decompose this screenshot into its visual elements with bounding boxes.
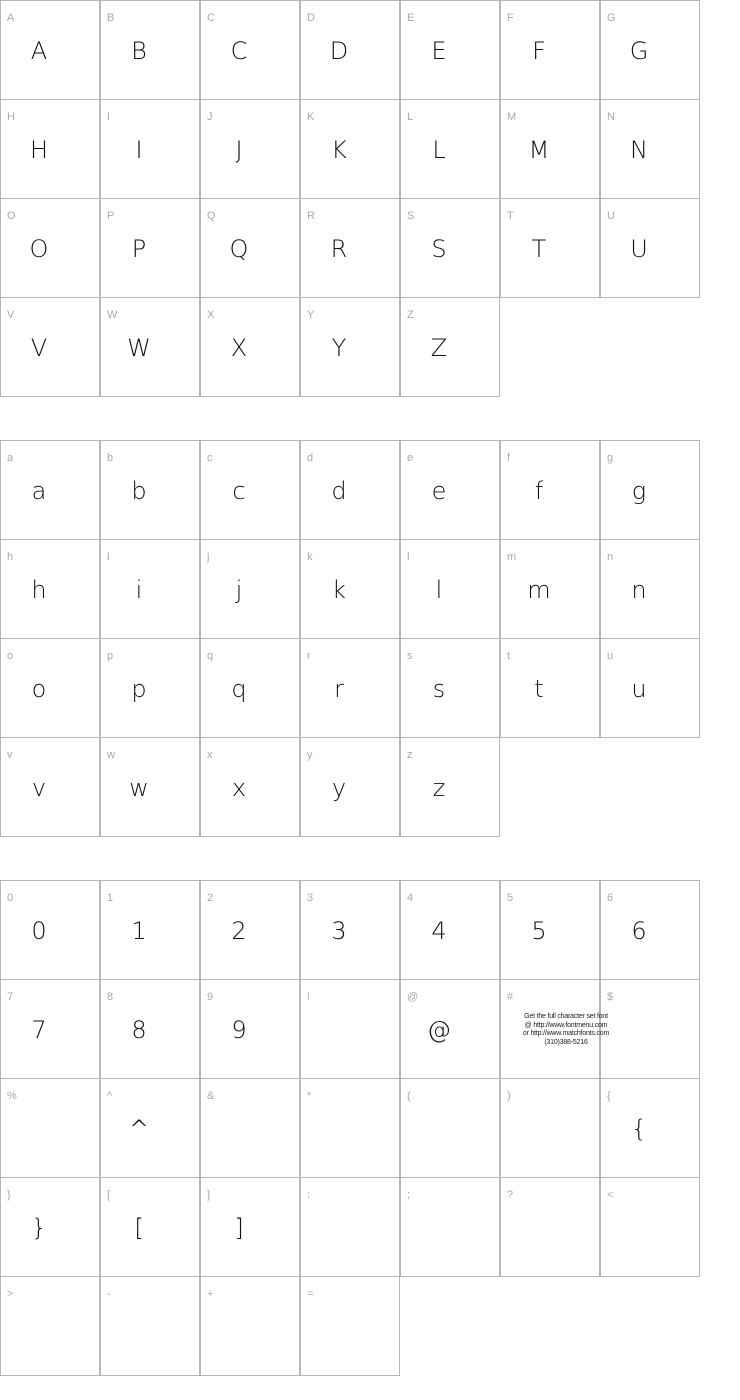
glyph-sample: [ <box>134 1214 144 1242</box>
glyph-cell <box>300 1276 400 1376</box>
character-label: % <box>7 1090 17 1102</box>
glyph-cell <box>500 880 600 980</box>
character-label: B <box>107 12 115 24</box>
glyph-cell <box>200 198 300 298</box>
glyph-cell <box>0 880 100 980</box>
character-label: Z <box>407 309 414 321</box>
character-label: 8 <box>107 991 114 1003</box>
glyph-cell <box>600 198 700 298</box>
glyph-cell <box>300 1177 400 1277</box>
character-label: w <box>107 749 115 761</box>
character-label: h <box>7 551 14 563</box>
character-label: H <box>7 111 15 123</box>
character-label: c <box>207 452 213 464</box>
glyph-sample: g <box>631 477 647 505</box>
glyph-cell <box>300 198 400 298</box>
character-label: W <box>107 309 118 321</box>
character-label: x <box>207 749 213 761</box>
glyph-sample: 7 <box>31 1016 47 1044</box>
glyph-sample: k <box>332 576 346 604</box>
glyph-cell <box>600 440 700 540</box>
glyph-cell <box>300 297 400 397</box>
glyph-cell <box>200 737 300 837</box>
glyph-cell <box>600 99 700 199</box>
glyph-sample: M <box>528 136 550 164</box>
glyph-sample: c <box>232 477 246 505</box>
glyph-cell <box>500 638 600 738</box>
character-label: r <box>307 650 311 662</box>
promo-line: @ http://www.fontmenu.com <box>524 1021 608 1029</box>
glyph-cell <box>100 1177 200 1277</box>
glyph-cell <box>300 1078 400 1178</box>
glyph-sample: C <box>230 37 248 65</box>
glyph-cell <box>600 1078 700 1178</box>
glyph-cell <box>500 440 600 540</box>
character-label: ( <box>407 1090 411 1102</box>
glyph-cell <box>0 1078 100 1178</box>
character-label: ; <box>407 1189 411 1201</box>
glyph-sample: j <box>235 576 243 604</box>
character-label: U <box>607 210 615 222</box>
glyph-cell <box>400 638 500 738</box>
glyph-cell <box>400 99 500 199</box>
character-label: G <box>607 12 616 24</box>
glyph-cell <box>0 737 100 837</box>
glyph-sample: A <box>30 37 48 65</box>
glyph-cell <box>500 1078 600 1178</box>
glyph-sample: 1 <box>131 917 147 945</box>
character-label: S <box>407 210 415 222</box>
glyph-cell <box>100 99 200 199</box>
glyph-sample: Y <box>331 334 347 362</box>
glyph-cell <box>0 539 100 639</box>
character-label: # <box>507 991 514 1003</box>
character-label: @ <box>407 991 419 1003</box>
glyph-sample: n <box>631 576 647 604</box>
glyph-sample: v <box>31 774 47 802</box>
glyph-cell <box>400 539 500 639</box>
glyph-sample: K <box>331 136 347 164</box>
glyph-sample: h <box>31 576 47 604</box>
glyph-cell <box>200 440 300 540</box>
character-label: - <box>107 1288 111 1300</box>
character-label: } <box>7 1189 11 1201</box>
character-label: [ <box>107 1189 111 1201</box>
glyph-sample: { <box>631 1115 647 1143</box>
glyph-cell <box>100 297 200 397</box>
character-label: I <box>107 111 111 123</box>
glyph-cell <box>300 440 400 540</box>
character-label: k <box>307 551 313 563</box>
character-label: = <box>307 1288 314 1300</box>
glyph-sample: B <box>131 37 147 65</box>
character-label: 4 <box>407 892 414 904</box>
glyph-cell <box>500 979 610 1079</box>
glyph-cell <box>200 297 300 397</box>
character-label: t <box>507 650 511 662</box>
character-label: e <box>407 452 414 464</box>
character-label: 2 <box>207 892 214 904</box>
glyph-sample: r <box>334 675 344 703</box>
glyph-cell <box>300 880 400 980</box>
glyph-sample: U <box>630 235 648 263</box>
glyph-cell <box>200 1078 300 1178</box>
glyph-sample: P <box>131 235 147 263</box>
glyph-sample: T <box>531 235 547 263</box>
glyph-sample: 0 <box>31 917 47 945</box>
glyph-cell <box>200 1177 300 1277</box>
character-label: j <box>207 551 210 563</box>
glyph-cell <box>500 1177 600 1277</box>
uppercase-section <box>0 0 700 396</box>
glyph-sample: z <box>432 774 446 802</box>
glyph-sample: I <box>135 136 143 164</box>
glyph-cell <box>400 880 500 980</box>
glyph-sample: N <box>630 136 648 164</box>
glyph-cell <box>200 880 300 980</box>
glyph-cell <box>0 979 100 1079</box>
glyph-sample: S <box>431 235 447 263</box>
character-label: 6 <box>607 892 614 904</box>
glyph-cell <box>300 99 400 199</box>
glyph-sample: Z <box>430 334 448 362</box>
glyph-sample: @ <box>427 1016 451 1044</box>
lowercase-section <box>0 440 700 836</box>
glyph-sample: d <box>331 477 347 505</box>
character-label: L <box>407 111 414 123</box>
glyph-sample: b <box>131 477 147 505</box>
glyph-sample: 5 <box>531 917 547 945</box>
character-label: ^ <box>107 1090 113 1102</box>
character-label: d <box>307 452 314 464</box>
character-label: ] <box>207 1189 211 1201</box>
glyph-cell <box>100 880 200 980</box>
character-label: : <box>307 1189 311 1201</box>
glyph-cell <box>500 198 600 298</box>
glyph-cell <box>300 0 400 100</box>
uppercase-grid <box>0 0 700 396</box>
character-label: q <box>207 650 214 662</box>
character-label: R <box>307 210 315 222</box>
character-label: M <box>507 111 517 123</box>
glyph-sample: s <box>432 675 446 703</box>
glyph-sample: R <box>330 235 348 263</box>
promo-line: Get the full character set font <box>524 1013 608 1020</box>
glyph-cell <box>400 1078 500 1178</box>
glyph-cell <box>0 297 100 397</box>
glyph-sample: 9 <box>231 1016 247 1044</box>
character-label: u <box>607 650 614 662</box>
character-label: F <box>507 12 514 24</box>
character-label: > <box>7 1288 14 1300</box>
glyph-sample: e <box>431 477 447 505</box>
glyph-cell <box>600 1177 700 1277</box>
glyph-cell <box>100 0 200 100</box>
character-label: V <box>7 309 15 321</box>
character-label: P <box>107 210 115 222</box>
glyph-sample: q <box>231 675 247 703</box>
glyph-cell <box>300 638 400 738</box>
character-label: z <box>407 749 413 761</box>
character-label: A <box>7 12 15 24</box>
character-label: T <box>507 210 514 222</box>
glyph-cell <box>500 539 600 639</box>
glyph-cell <box>100 1078 200 1178</box>
glyph-cell <box>400 297 500 397</box>
glyph-cell <box>500 0 600 100</box>
character-label: 0 <box>7 892 14 904</box>
glyph-cell <box>0 0 100 100</box>
glyph-sample: w <box>129 774 149 802</box>
symbols-grid <box>0 880 700 1375</box>
character-label: g <box>607 452 614 464</box>
glyph-cell <box>200 0 300 100</box>
glyph-sample: W <box>127 334 151 362</box>
glyph-cell <box>400 0 500 100</box>
glyph-sample: m <box>527 576 551 604</box>
glyph-cell <box>300 979 400 1079</box>
glyph-sample: ] <box>234 1214 244 1242</box>
character-label: C <box>207 12 215 24</box>
character-label: v <box>7 749 13 761</box>
glyph-cell <box>400 979 500 1079</box>
glyph-cell <box>200 1276 300 1376</box>
glyph-cell <box>0 440 100 540</box>
character-label: 5 <box>507 892 514 904</box>
glyph-cell <box>100 979 200 1079</box>
glyph-cell <box>100 198 200 298</box>
character-label: O <box>7 210 16 222</box>
glyph-cell <box>200 539 300 639</box>
character-label: l <box>407 551 410 563</box>
character-label: m <box>507 551 517 563</box>
character-label: y <box>307 749 313 761</box>
glyph-sample: V <box>30 334 48 362</box>
glyph-cell <box>0 1276 100 1376</box>
glyph-sample: i <box>135 576 143 604</box>
glyph-cell <box>300 539 400 639</box>
character-label: 3 <box>307 892 314 904</box>
character-label: f <box>507 452 511 464</box>
character-label: a <box>7 452 14 464</box>
character-label: E <box>407 12 415 24</box>
glyph-cell <box>0 198 100 298</box>
glyph-sample: 6 <box>631 917 647 945</box>
character-label: < <box>607 1189 614 1201</box>
character-label: i <box>107 551 110 563</box>
glyph-cell <box>200 638 300 738</box>
glyph-sample: 8 <box>131 1016 147 1044</box>
promo-line: or http://www.matchfonts.com <box>522 1030 610 1038</box>
glyph-cell <box>100 539 200 639</box>
character-label: 9 <box>207 991 214 1003</box>
character-label: o <box>7 650 14 662</box>
character-label: & <box>207 1090 215 1102</box>
symbols-section <box>0 880 700 1375</box>
lowercase-grid <box>0 440 700 836</box>
glyph-cell <box>500 99 600 199</box>
glyph-cell <box>400 198 500 298</box>
character-label: N <box>607 111 615 123</box>
character-label: ) <box>507 1090 511 1102</box>
character-label: Y <box>307 309 315 321</box>
glyph-cell <box>400 1177 500 1277</box>
character-label: n <box>607 551 614 563</box>
glyph-sample: o <box>31 675 47 703</box>
glyph-sample: L <box>432 136 446 164</box>
character-label: D <box>307 12 315 24</box>
glyph-sample: 2 <box>231 917 247 945</box>
character-label: K <box>307 111 315 123</box>
character-label: 7 <box>7 991 14 1003</box>
glyph-cell <box>0 1177 100 1277</box>
glyph-cell <box>600 880 700 980</box>
glyph-sample: D <box>329 37 349 65</box>
glyph-cell <box>600 638 700 738</box>
promo-line: (310)388-5216 <box>544 1038 588 1046</box>
glyph-sample: E <box>431 37 447 65</box>
character-label: ! <box>307 991 311 1003</box>
character-label: $ <box>607 991 614 1003</box>
glyph-sample: t <box>534 675 544 703</box>
glyph-sample: J <box>235 136 243 164</box>
character-label: ? <box>507 1189 514 1201</box>
glyph-cell <box>100 440 200 540</box>
glyph-cell <box>100 638 200 738</box>
glyph-sample: Q <box>229 235 249 263</box>
glyph-sample: 3 <box>331 917 347 945</box>
glyph-sample: F <box>532 37 546 65</box>
promo-notice <box>497 1013 635 1047</box>
character-label: + <box>207 1288 214 1300</box>
glyph-cell <box>0 99 100 199</box>
character-label: s <box>407 650 413 662</box>
glyph-cell <box>200 979 300 1079</box>
glyph-sample: } <box>31 1214 47 1242</box>
character-label: Q <box>207 210 216 222</box>
character-label: b <box>107 452 114 464</box>
glyph-sample: 4 <box>431 917 447 945</box>
glyph-sample: p <box>131 675 147 703</box>
glyph-cell <box>300 737 400 837</box>
character-label: X <box>207 309 215 321</box>
glyph-sample: a <box>31 477 47 505</box>
character-label: p <box>107 650 114 662</box>
glyph-sample: l <box>435 576 443 604</box>
glyph-sample: ^ <box>128 1115 150 1143</box>
glyph-sample: x <box>231 774 247 802</box>
glyph-sample: G <box>629 37 649 65</box>
glyph-cell <box>0 638 100 738</box>
glyph-sample: u <box>631 675 647 703</box>
character-label: J <box>207 111 213 123</box>
glyph-cell <box>200 99 300 199</box>
glyph-cell <box>400 440 500 540</box>
glyph-sample: y <box>331 774 347 802</box>
glyph-sample: O <box>29 235 49 263</box>
glyph-cell <box>600 539 700 639</box>
glyph-cell <box>600 0 700 100</box>
glyph-cell <box>400 737 500 837</box>
glyph-cell <box>100 737 200 837</box>
glyph-cell <box>100 1276 200 1376</box>
character-label: { <box>607 1090 611 1102</box>
glyph-sample: X <box>230 334 248 362</box>
glyph-sample: f <box>534 477 544 505</box>
character-label: 1 <box>107 892 114 904</box>
character-label: * <box>307 1090 312 1102</box>
glyph-sample: H <box>29 136 49 164</box>
